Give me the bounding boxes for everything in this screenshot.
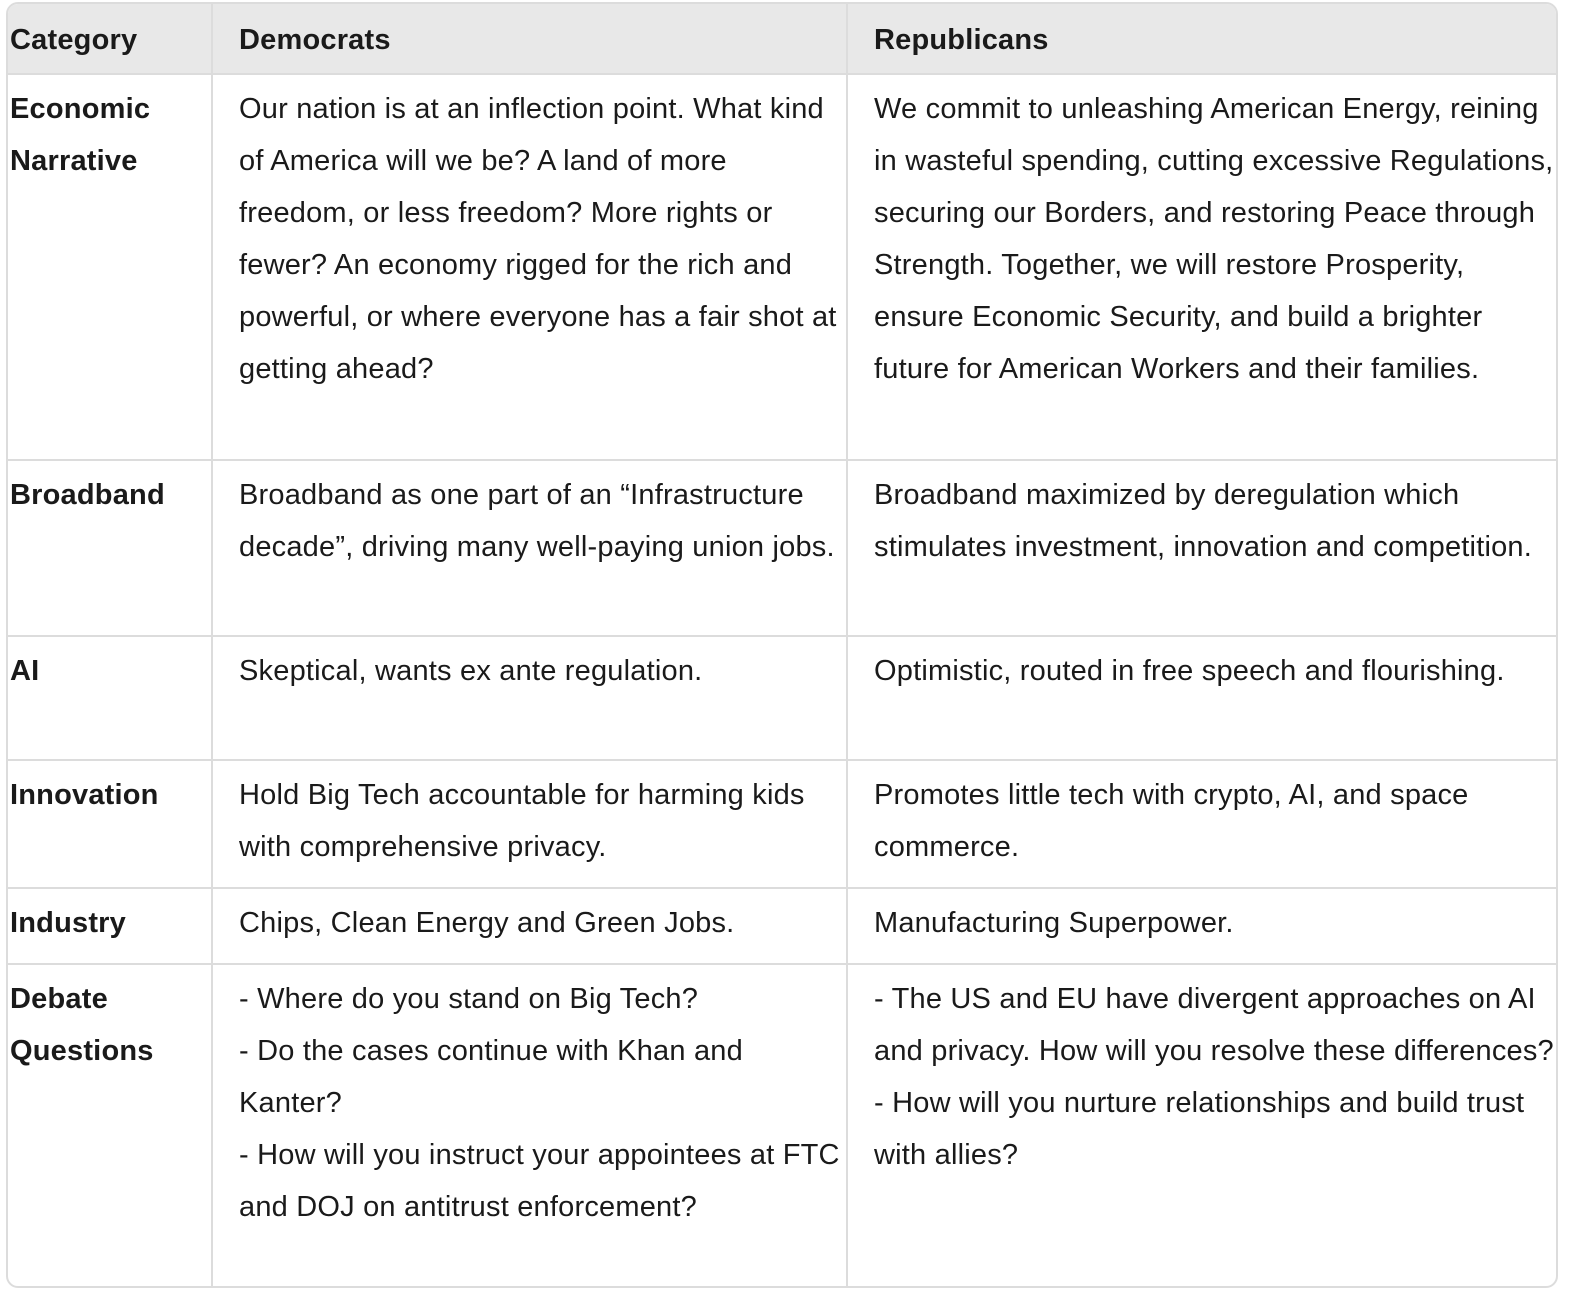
category-cell: [8, 636, 212, 760]
category-cell: [8, 964, 212, 1286]
debate-question: - Do the cases continue with Khan and Kanter?: [239, 1035, 743, 1119]
table-row: [8, 74, 1556, 460]
category-label: AI: [10, 655, 40, 687]
republicans-cell: [847, 964, 1556, 1286]
democrats-cell: Hold Big Tech accountable for harming kids with comprehensive privacy.: [212, 760, 847, 888]
category-label: Questions: [10, 1035, 154, 1067]
category-label: Broadband: [10, 479, 165, 511]
table-row: [8, 636, 1556, 760]
debate-question: - The US and EU have divergent approaches on AI and privacy. How will you resolve these differences?: [874, 983, 1554, 1067]
democrats-cell: Skeptical, wants ex ante regulation.: [212, 636, 847, 760]
category-cell: [8, 74, 212, 460]
category-cell: [8, 460, 212, 636]
category-label: Innovation: [10, 779, 159, 811]
democrats-cell: Chips, Clean Energy and Green Jobs.: [212, 888, 847, 964]
category-cell: [8, 760, 212, 888]
republicans-cell: We commit to unleashing American Energy, reining in wasteful spending, cutting excessive Regulations, securing our Borders, and restoring Peace through Strength. Together, we will restore Prosperity, ensure Economic Security, and build a brighter future for American Workers and their families.: [847, 74, 1556, 460]
debate-question: - How will you instruct your appointees at FTC and DOJ on antitrust enforcement?: [239, 1139, 840, 1223]
democrats-cell: Our nation is at an inflection point. What kind of America will we be? A land of more freedom, or less freedom? More rights or fewer? An economy rigged for the rich and powerful, or where everyone has a fair shot at getting ahead?: [212, 74, 847, 460]
republicans-cell: Promotes little tech with crypto, AI, and space commerce.: [847, 760, 1556, 888]
debate-question: - How will you nurture relationships and build trust with allies?: [874, 1087, 1525, 1171]
category-label: Narrative: [10, 145, 138, 177]
table-row: [8, 460, 1556, 636]
comparison-table-container: [6, 2, 1558, 1288]
comparison-table: [8, 4, 1556, 1286]
republicans-cell: Broadband maximized by deregulation which stimulates investment, innovation and competition.: [847, 460, 1556, 636]
category-label: Economic: [10, 93, 151, 125]
democrats-cell: Broadband as one part of an “Infrastructure decade”, driving many well-paying union jobs.: [212, 460, 847, 636]
debate-question: - Where do you stand on Big Tech?: [239, 983, 699, 1015]
republicans-cell: Optimistic, routed in free speech and flourishing.: [847, 636, 1556, 760]
header-category: Category: [8, 4, 212, 74]
header-democrats: Democrats: [212, 4, 847, 74]
category-label: Debate: [10, 983, 108, 1015]
table-row: [8, 760, 1556, 888]
table-header-row: [8, 4, 1556, 74]
category-label: Industry: [10, 907, 126, 939]
header-republicans: Republicans: [847, 4, 1556, 74]
table-row: [8, 964, 1556, 1286]
democrats-cell: [212, 964, 847, 1286]
category-cell: [8, 888, 212, 964]
republicans-cell: Manufacturing Superpower.: [847, 888, 1556, 964]
table-row: [8, 888, 1556, 964]
